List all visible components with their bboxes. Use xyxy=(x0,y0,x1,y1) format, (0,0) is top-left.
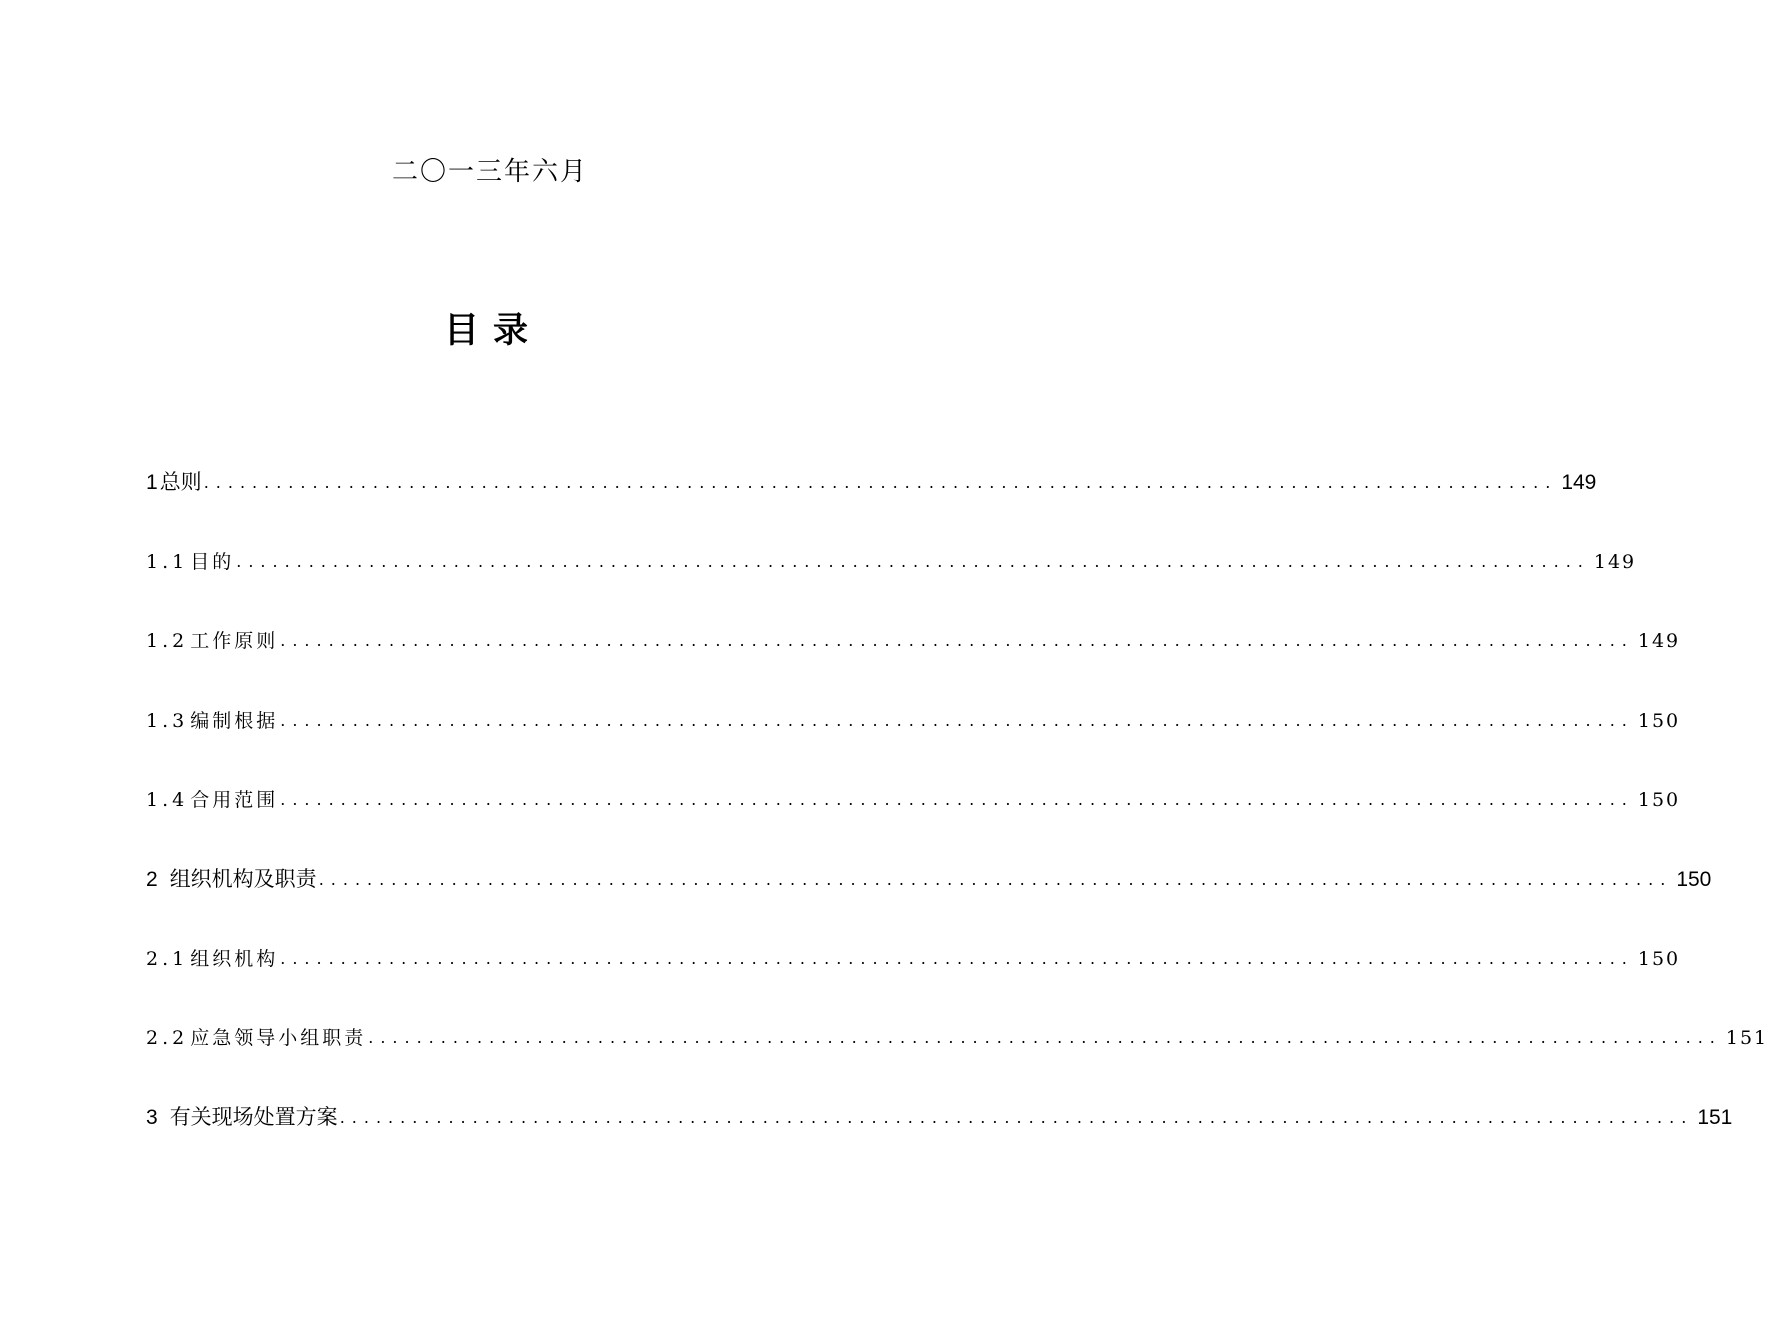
toc-entry-text: 组织机构 xyxy=(190,948,279,970)
toc-dot-leader: ................................................................................................................ xyxy=(368,1028,1722,1047)
toc-dot-leader: ................................................................................................................ xyxy=(339,1108,1694,1127)
toc-dot-leader: ................................................................................................................ xyxy=(280,949,1634,968)
toc-dot-leader: ................................................................................................................ xyxy=(236,552,1590,571)
toc-entry-1-4[interactable] xyxy=(146,780,1681,814)
toc-entry-text: 合用范围 xyxy=(190,789,279,811)
toc-entry-1-3[interactable] xyxy=(146,701,1681,735)
toc-entry-page: 150 xyxy=(1676,868,1712,891)
toc-title: 目录 xyxy=(443,311,542,351)
toc-dot-leader: ................................................................................................................ xyxy=(318,870,1673,889)
toc-entry-page: 150 xyxy=(1637,789,1681,811)
toc-entry-number: 2 xyxy=(146,868,158,891)
toc-entry-text: 有关现场处置方案 xyxy=(169,1106,338,1129)
toc-entry-page: 150 xyxy=(1637,948,1681,970)
toc-entry-text: 编制根据 xyxy=(190,710,279,732)
toc-entry-number: 1.1 xyxy=(146,551,189,573)
toc-entry-3[interactable] xyxy=(146,1098,1733,1132)
toc-entry-1[interactable] xyxy=(146,463,1597,497)
toc-entry-number: 3 xyxy=(146,1106,158,1129)
toc-entry-number: 1 xyxy=(146,471,158,494)
toc-entry-number: 1.3 xyxy=(146,710,189,732)
toc-entry-2-1[interactable] xyxy=(146,939,1681,973)
toc-entry-page: 150 xyxy=(1637,710,1681,732)
toc-dot-leader: ................................................................................................................ xyxy=(280,711,1634,730)
toc-entry-page: 149 xyxy=(1593,551,1637,573)
toc-entry-page: 149 xyxy=(1561,471,1597,494)
toc-dot-leader: ................................................................................................................ xyxy=(203,473,1558,492)
toc-entry-1-1[interactable] xyxy=(146,542,1637,576)
toc-entry-page: 149 xyxy=(1637,630,1681,652)
toc-entry-number: 1.4 xyxy=(146,789,189,811)
toc-dot-leader: ................................................................................................................ xyxy=(280,790,1634,809)
toc-entry-number: 1.2 xyxy=(146,630,189,652)
toc-entry-text: 工作原则 xyxy=(190,630,279,652)
toc-entry-text: 目的 xyxy=(190,551,235,573)
toc-entry-number: 2.2 xyxy=(146,1027,189,1049)
toc-entry-page: 151 xyxy=(1697,1106,1733,1129)
toc-entry-text: 组织机构及职责 xyxy=(169,868,317,891)
toc-dot-leader: ................................................................................................................ xyxy=(280,631,1634,650)
toc-entry-text: 总则 xyxy=(159,471,202,494)
toc-entry-text: 应急领导小组职责 xyxy=(190,1027,367,1049)
toc-entry-1-2[interactable] xyxy=(146,621,1681,655)
toc-entry-page: 151 xyxy=(1725,1027,1768,1049)
toc-entry-2[interactable] xyxy=(146,860,1712,894)
toc-entry-2-2[interactable] xyxy=(146,1018,1768,1052)
document-date: 二〇一三年六月 xyxy=(391,157,588,187)
toc-entry-number: 2.1 xyxy=(146,948,189,970)
